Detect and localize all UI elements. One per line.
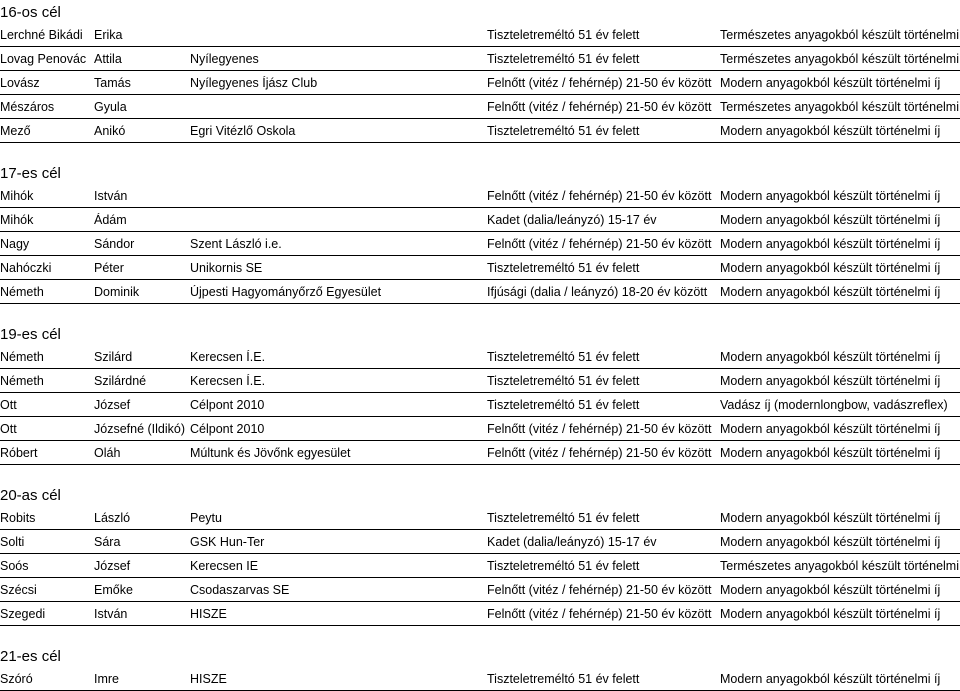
club-cell: Múltunk és Jövőnk egyesület	[190, 446, 351, 460]
table-row	[0, 417, 960, 441]
bow-type-cell: Természetes anyagokból készült történelmi	[720, 559, 960, 573]
bow-type-cell: Modern anyagokból készült történelmi íj	[720, 189, 941, 203]
first-name-cell: Péter	[94, 261, 124, 275]
first-name-cell: Sándor	[94, 237, 135, 251]
table-row	[0, 208, 960, 232]
club-cell: GSK Hun-Ter	[190, 535, 265, 549]
club-cell: Unikornis SE	[190, 261, 263, 275]
category-cell: Tiszteletreméltó 51 év felett	[487, 28, 640, 42]
bow-type-cell: Természetes anyagokból készült történelmi	[720, 100, 960, 114]
section-title: 17-es cél	[0, 165, 61, 182]
category-cell: Tiszteletreméltó 51 év felett	[487, 261, 640, 275]
section-title: 19-es cél	[0, 326, 61, 343]
table-row	[0, 506, 960, 530]
bow-type-cell: Modern anyagokból készült történelmi íj	[720, 422, 941, 436]
last-name-cell: Nagy	[0, 237, 30, 251]
first-name-cell: Szilárdné	[94, 374, 147, 388]
last-name-cell: Mihók	[0, 189, 34, 203]
table-row	[0, 280, 960, 304]
table-row	[0, 667, 960, 691]
first-name-cell: István	[94, 189, 128, 203]
first-name-cell: István	[94, 607, 128, 621]
bow-type-cell: Modern anyagokból készült történelmi íj	[720, 607, 941, 621]
category-cell: Tiszteletreméltó 51 év felett	[487, 52, 640, 66]
bow-type-cell: Modern anyagokból készült történelmi íj	[720, 261, 941, 275]
first-name-cell: Erika	[94, 28, 123, 42]
category-cell: Felnőtt (vitéz / fehérnép) 21-50 év között	[487, 100, 712, 114]
table-row	[0, 578, 960, 602]
category-cell: Tiszteletreméltó 51 év felett	[487, 350, 640, 364]
club-cell: Egri Vitézlő Oskola	[190, 124, 296, 138]
club-cell: Szent László i.e.	[190, 237, 282, 251]
club-cell: Kerecsen Í.E.	[190, 374, 266, 388]
club-cell: HISZE	[190, 607, 227, 621]
first-name-cell: József	[94, 559, 131, 573]
table-row	[0, 119, 960, 143]
category-cell: Felnőtt (vitéz / fehérnép) 21-50 év között	[487, 237, 712, 251]
bow-type-cell: Modern anyagokból készült történelmi íj	[720, 124, 941, 138]
first-name-cell: Attila	[94, 52, 122, 66]
first-name-cell: Dominik	[94, 285, 140, 299]
last-name-cell: Németh	[0, 374, 44, 388]
last-name-cell: Szécsi	[0, 583, 37, 597]
last-name-cell: Robits	[0, 511, 36, 525]
category-cell: Tiszteletreméltó 51 év felett	[487, 398, 640, 412]
bow-type-cell: Modern anyagokból készült történelmi íj	[720, 213, 941, 227]
last-name-cell: Ott	[0, 398, 17, 412]
club-cell: Csodaszarvas SE	[190, 583, 290, 597]
last-name-cell: Mihók	[0, 213, 34, 227]
bow-type-cell: Vadász íj (modernlongbow, vadászreflex)	[720, 398, 948, 412]
bow-type-cell: Modern anyagokból készült történelmi íj	[720, 285, 941, 299]
category-cell: Tiszteletreméltó 51 év felett	[487, 124, 640, 138]
last-name-cell: Ott	[0, 422, 17, 436]
first-name-cell: Gyula	[94, 100, 127, 114]
section-title: 21-es cél	[0, 648, 61, 665]
club-cell: Kerecsen IE	[190, 559, 259, 573]
last-name-cell: Mező	[0, 124, 31, 138]
category-cell: Ifjúsági (dalia / leányzó) 18-20 év között	[487, 285, 708, 299]
category-cell: Felnőtt (vitéz / fehérnép) 21-50 év között	[487, 76, 712, 90]
bow-type-cell: Modern anyagokból készült történelmi íj	[720, 583, 941, 597]
category-cell: Tiszteletreméltó 51 év felett	[487, 374, 640, 388]
first-name-cell: Tamás	[94, 76, 131, 90]
last-name-cell: Németh	[0, 285, 44, 299]
table-row	[0, 95, 960, 119]
last-name-cell: Szegedi	[0, 607, 46, 621]
bow-type-cell: Modern anyagokból készült történelmi íj	[720, 374, 941, 388]
first-name-cell: Emőke	[94, 583, 133, 597]
bow-type-cell: Természetes anyagokból készült történelmi	[720, 52, 960, 66]
last-name-cell: Solti	[0, 535, 25, 549]
table-row	[0, 602, 960, 626]
bow-type-cell: Modern anyagokból készült történelmi íj	[720, 76, 941, 90]
first-name-cell: Ádám	[94, 213, 127, 227]
first-name-cell: Oláh	[94, 446, 121, 460]
bow-type-cell: Modern anyagokból készült történelmi íj	[720, 237, 941, 251]
table-row	[0, 345, 960, 369]
bow-type-cell: Modern anyagokból készült történelmi íj	[720, 511, 941, 525]
last-name-cell: Róbert	[0, 446, 38, 460]
first-name-cell: László	[94, 511, 131, 525]
category-cell: Felnőtt (vitéz / fehérnép) 21-50 év között	[487, 189, 712, 203]
club-cell: Nyílegyenes	[190, 52, 259, 66]
club-cell: Kerecsen Í.E.	[190, 350, 266, 364]
last-name-cell: Németh	[0, 350, 44, 364]
first-name-cell: Sára	[94, 535, 121, 549]
table-row	[0, 554, 960, 578]
last-name-cell: Nahóczki	[0, 261, 52, 275]
category-cell: Felnőtt (vitéz / fehérnép) 21-50 év között	[487, 422, 712, 436]
bow-type-cell: Természetes anyagokból készült történelmi	[720, 28, 960, 42]
table-row	[0, 184, 960, 208]
first-name-cell: Szilárd	[94, 350, 133, 364]
club-cell: HISZE	[190, 672, 227, 686]
last-name-cell: Lerchné Bikádi	[0, 28, 83, 42]
section-title: 16-os cél	[0, 4, 61, 21]
table-row	[0, 47, 960, 71]
category-cell: Tiszteletreméltó 51 év felett	[487, 672, 640, 686]
category-cell: Felnőtt (vitéz / fehérnép) 21-50 év között	[487, 446, 712, 460]
first-name-cell: Imre	[94, 672, 119, 686]
category-cell: Tiszteletreméltó 51 év felett	[487, 559, 640, 573]
section-title: 20-as cél	[0, 487, 61, 504]
table-row	[0, 441, 960, 465]
first-name-cell: Józsefné (Ildikó)	[94, 422, 186, 436]
table-row	[0, 393, 960, 417]
category-cell: Kadet (dalia/leányzó) 15-17 év	[487, 535, 657, 549]
bow-type-cell: Modern anyagokból készült történelmi íj	[720, 350, 941, 364]
club-cell: Célpont 2010	[190, 398, 265, 412]
bow-type-cell: Modern anyagokból készült történelmi íj	[720, 446, 941, 460]
table-row	[0, 369, 960, 393]
last-name-cell: Lovag Penovác	[0, 52, 87, 66]
last-name-cell: Soós	[0, 559, 29, 573]
table-row	[0, 256, 960, 280]
category-cell: Kadet (dalia/leányzó) 15-17 év	[487, 213, 657, 227]
first-name-cell: Anikó	[94, 124, 126, 138]
club-cell: Újpesti Hagyományőrző Egyesület	[190, 285, 382, 299]
last-name-cell: Mészáros	[0, 100, 55, 114]
club-cell: Nyílegyenes Íjász Club	[190, 76, 318, 90]
first-name-cell: József	[94, 398, 131, 412]
table-row	[0, 232, 960, 256]
table-row	[0, 23, 960, 47]
table-row	[0, 71, 960, 95]
club-cell: Célpont 2010	[190, 422, 265, 436]
table-row	[0, 530, 960, 554]
club-cell: Peytu	[190, 511, 222, 525]
bow-type-cell: Modern anyagokból készült történelmi íj	[720, 535, 941, 549]
category-cell: Felnőtt (vitéz / fehérnép) 21-50 év között	[487, 583, 712, 597]
last-name-cell: Szóró	[0, 672, 33, 686]
category-cell: Tiszteletreméltó 51 év felett	[487, 511, 640, 525]
last-name-cell: Lovász	[0, 76, 40, 90]
category-cell: Felnőtt (vitéz / fehérnép) 21-50 év között	[487, 607, 712, 621]
bow-type-cell: Modern anyagokból készült történelmi íj	[720, 672, 941, 686]
